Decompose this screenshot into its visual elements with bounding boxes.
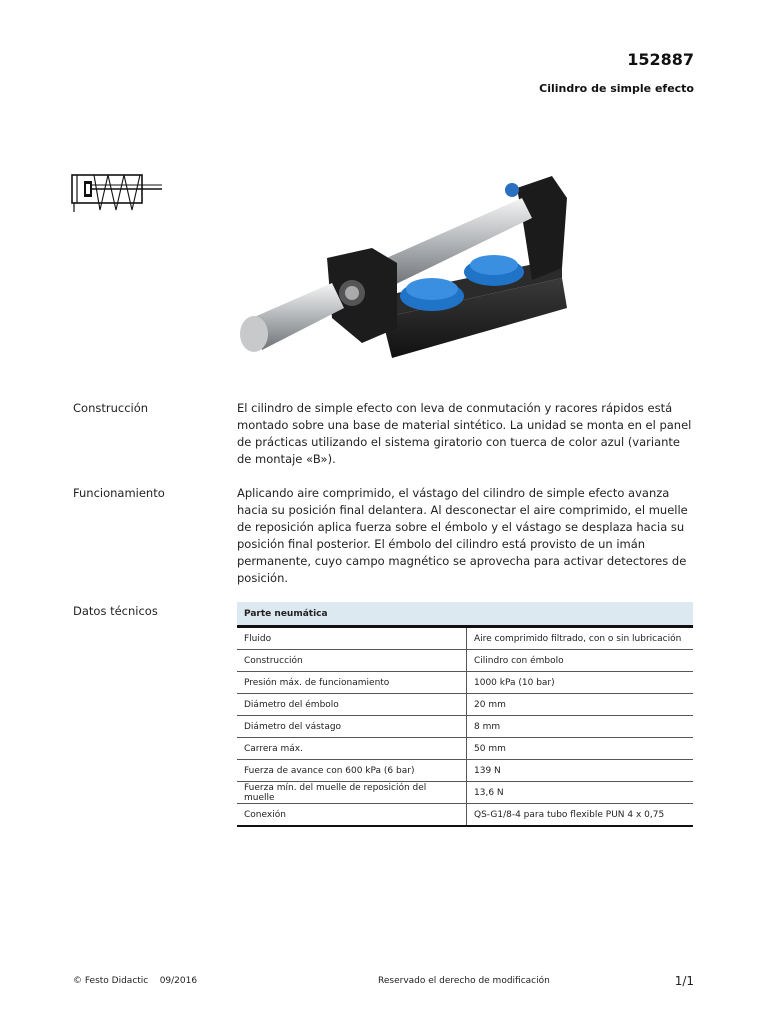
table-row bbox=[237, 804, 693, 827]
technical-data-table bbox=[237, 602, 693, 827]
row-label-advance-force: Fuerza de avance con 600 kPa (6 bar) bbox=[237, 760, 467, 782]
row-value-piston-diameter: 20 mm bbox=[467, 694, 694, 716]
table-header-row bbox=[237, 602, 693, 627]
row-value-stroke: 50 mm bbox=[467, 738, 694, 760]
row-value-spring-force: 13,6 N bbox=[467, 782, 694, 804]
row-label-construction: Construcción bbox=[237, 650, 467, 672]
footer-rights: Reservado el derecho de modificación bbox=[378, 976, 550, 986]
row-label-piston-diameter: Diámetro del émbolo bbox=[237, 694, 467, 716]
function-text: Aplicando aire comprimido, el vástago del cilindro de simple efecto avanza hacia su posición final delantera. Al desconectar el aire comprimido, el muelle de reposición aplica fuerza sobre el émbolo y el vástago se desplaza hacia su posición final posterior. El émbolo del cilindro está provisto de un imán permanente, cuyo campo magnético se aprovecha para activar detectores de posición. bbox=[237, 486, 688, 585]
table-header: Parte neumática bbox=[237, 602, 693, 627]
footer-copyright: © Festo Didactic 09/2016 bbox=[73, 976, 198, 986]
cylinder-symbol-icon bbox=[70, 170, 165, 215]
table-row bbox=[237, 672, 693, 694]
product-number: 152887 bbox=[627, 50, 694, 69]
construction-label: Construcción bbox=[73, 401, 149, 415]
product-photo bbox=[232, 168, 577, 368]
table-row bbox=[237, 738, 693, 760]
technical-data-label: Datos técnicos bbox=[73, 604, 158, 618]
table-row bbox=[237, 694, 693, 716]
row-label-connection: Conexión bbox=[237, 804, 467, 827]
row-label-stroke: Carrera máx. bbox=[237, 738, 467, 760]
table-row bbox=[237, 760, 693, 782]
row-label-rod-diameter: Diámetro del vástago bbox=[237, 716, 467, 738]
table-row bbox=[237, 650, 693, 672]
product-name: Cilindro de simple efecto bbox=[539, 82, 694, 95]
row-value-pressure: 1000 kPa (10 bar) bbox=[467, 672, 694, 694]
row-value-advance-force: 139 N bbox=[467, 760, 694, 782]
table-row bbox=[237, 627, 693, 650]
row-value-rod-diameter: 8 mm bbox=[467, 716, 694, 738]
construction-text: El cilindro de simple efecto con leva de conmutación y racores rápidos está montado sobre una base de material sintético. La unidad se monta en el panel de prácticas utilizando el sistema giratorio con tuerca de color azul (variante de montaje «B»). bbox=[237, 401, 692, 466]
table-row bbox=[237, 716, 693, 738]
row-label-pressure: Presión máx. de funcionamiento bbox=[237, 672, 467, 694]
row-value-fluid: Aire comprimido filtrado, con o sin lubricación bbox=[467, 627, 694, 650]
row-value-construction: Cilindro con émbolo bbox=[467, 650, 694, 672]
row-value-connection: QS-G1/8-4 para tubo flexible PUN 4 x 0,75 bbox=[467, 804, 694, 827]
footer-page-number: 1/1 bbox=[674, 974, 694, 988]
row-label-spring-force: Fuerza mín. del muelle de reposición del muelle bbox=[237, 782, 467, 804]
row-label-fluid: Fluido bbox=[237, 627, 467, 650]
table-row bbox=[237, 782, 693, 804]
function-label: Funcionamiento bbox=[73, 486, 165, 500]
